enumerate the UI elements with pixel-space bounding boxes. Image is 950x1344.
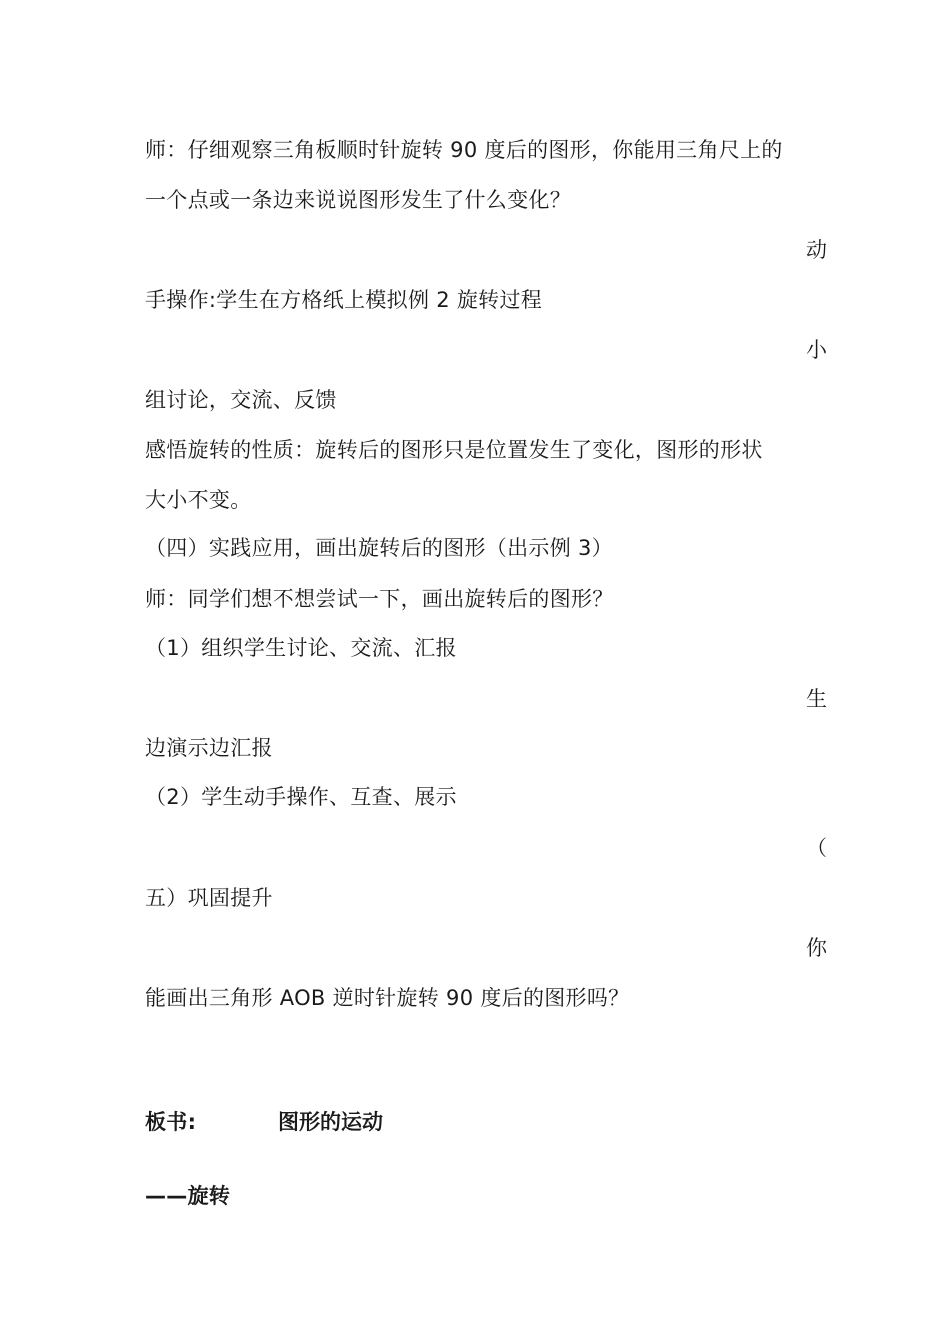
right-char-4: （ — [806, 836, 827, 860]
right-char-2: 小 — [806, 338, 827, 362]
text-line-10: 边演示边汇报 — [145, 736, 273, 760]
text-line-3: 手操作:学生在方格纸上模拟例 2 旋转过程 — [145, 288, 543, 312]
right-char-5: 你 — [806, 936, 827, 960]
text-line-6: 大小不变。 — [145, 488, 252, 512]
text-line-7: （四）实践应用，画出旋转后的图形（出示例 3） — [145, 536, 613, 560]
text-line-13: 能画出三角形 AOB 逆时针旋转 90 度后的图形吗？ — [145, 986, 630, 1010]
text-line-11: （2）学生动手操作、互查、展示 — [145, 785, 457, 809]
text-line-4: 组讨论，交流、反馈 — [145, 388, 337, 412]
right-char-1: 动 — [806, 238, 827, 262]
text-line-5: 感悟旋转的性质：旋转后的图形只是位置发生了变化，图形的形状 — [145, 438, 763, 462]
text-line-8: 师：同学们想不想尝试一下，画出旋转后的图形？ — [145, 587, 614, 611]
text-line-12: 五）巩固提升 — [145, 886, 273, 910]
text-line-9: （1）组织学生讨论、交流、汇报 — [145, 636, 457, 660]
board-title: 图形的运动 — [278, 1110, 383, 1134]
board-label: 板书: — [145, 1110, 197, 1134]
board-subtitle: ——旋转 — [145, 1184, 231, 1208]
text-line-2: 一个点或一条边来说说图形发生了什么变化？ — [145, 188, 571, 212]
right-char-3: 生 — [806, 687, 827, 711]
text-line-1: 师：仔细观察三角板顺时针旋转 90 度后的图形，你能用三角尺上的 — [145, 138, 783, 162]
